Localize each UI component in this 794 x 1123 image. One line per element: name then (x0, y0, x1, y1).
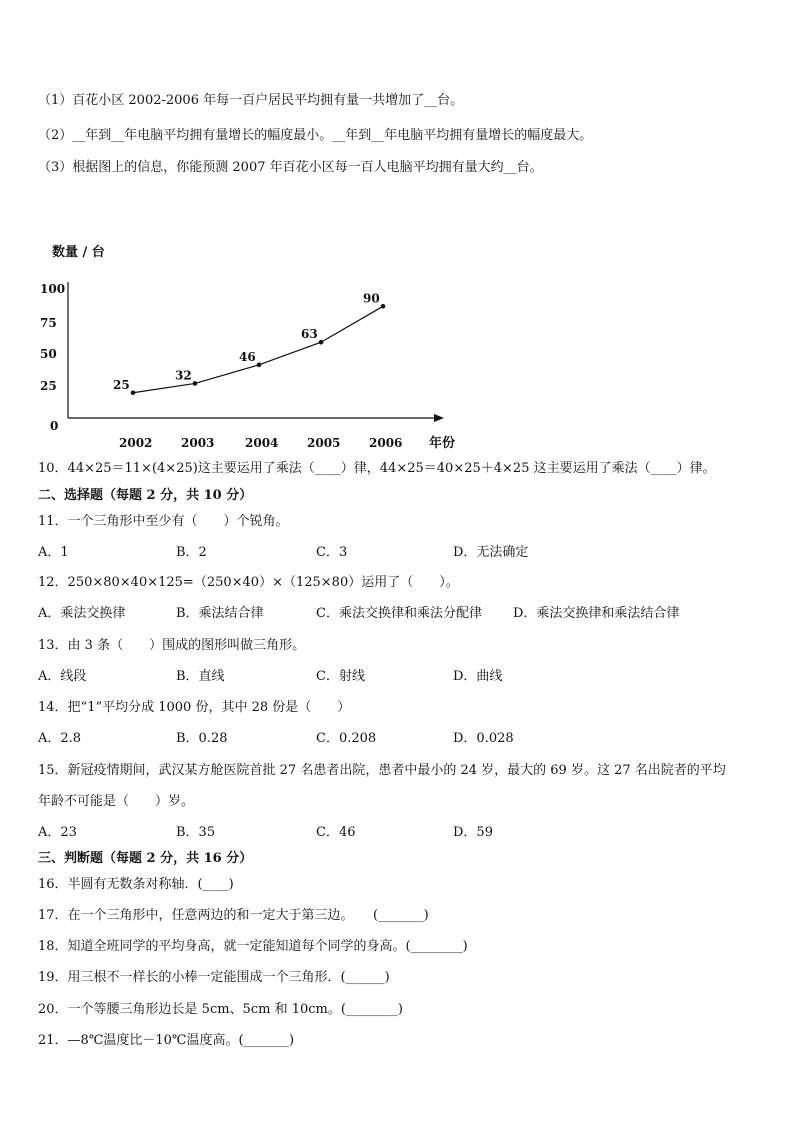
x-axis-arrow-icon (434, 414, 444, 422)
data-label: 32 (175, 368, 192, 383)
question-10: 10．44×25＝11×(4×25)这主要运用了乘法（____）律，44×25＝40×25＋4×25 这主要运用了乘法（____）律。 (38, 461, 716, 476)
y-tick-label: 100 (40, 282, 66, 296)
question-text-3: （3）根据图上的信息，你能预测 2007 年百花小区每一百人电脑平均拥有量大约__台。 (38, 160, 543, 175)
q11-option-a: A．1 (38, 545, 69, 560)
data-point (131, 390, 136, 395)
q12-option-a: A．乘法交换律 (38, 606, 126, 621)
q14-option-c: C．0.208 (316, 731, 377, 746)
q13-option-b: B．直线 (176, 669, 225, 684)
q15-option-a: A．23 (38, 825, 77, 840)
line-chart (40, 236, 480, 458)
question-14: 14．把“1”平均分成 1000 份，其中 28 份是（ ） (38, 700, 351, 715)
q14-option-a: A．2.8 (38, 731, 82, 746)
x-axis-label: 年份 (429, 436, 456, 451)
question-16: 16．半圆有无数条对称轴．(____) (38, 877, 234, 892)
q15-option-b: B．35 (176, 825, 216, 840)
q13-option-c: C．射线 (316, 669, 365, 684)
q13-option-a: A．线段 (38, 669, 87, 684)
q15-option-d: D．59 (453, 825, 493, 840)
question-18: 18．知道全班同学的平均身高，就一定能知道每个同学的身高。(________) (38, 939, 468, 954)
y-tick-label: 75 (40, 316, 57, 330)
question-13: 13．由 3 条（ ）围成的图形叫做三角形。 (38, 638, 306, 653)
series-line (133, 306, 383, 392)
y-tick-label: 25 (40, 379, 57, 393)
data-point (193, 381, 198, 386)
data-point (319, 340, 324, 345)
question-15-line-2: 年龄不可能是（ ）岁。 (38, 794, 195, 809)
q11-option-c: C．3 (316, 545, 348, 560)
x-tick-label: 2005 (307, 436, 341, 450)
question-11: 11．一个三角形中至少有（ ）个锐角。 (38, 514, 289, 529)
question-17: 17．在一个三角形中，任意两边的和一定大于第三边。 (_______) (38, 908, 429, 923)
section-title-choice: 二、选择题（每题 2 分，共 10 分） (38, 488, 253, 503)
data-label: 90 (363, 291, 380, 306)
question-12: 12．250×80×40×125=（250×40）×（125×80）运用了（ ）。 (38, 575, 459, 590)
y-tick-label: 50 (40, 347, 57, 361)
section-title-judgement: 三、判断题（每题 2 分，共 16 分） (38, 851, 253, 866)
x-tick-label: 2002 (119, 436, 153, 450)
q12-option-c: C．乘法交换律和乘法分配律 (316, 606, 482, 621)
x-tick-label: 2003 (181, 436, 215, 450)
q11-option-d: D．无法确定 (453, 545, 529, 560)
data-point (381, 304, 386, 309)
x-tick-label: 2004 (245, 436, 279, 450)
question-text-2: （2）__年到__年电脑平均拥有量增长的幅度最小。__年到__年电脑平均拥有量增长的幅度最大。 (38, 128, 593, 143)
y-axis-label: 数量 / 台 (52, 245, 105, 260)
q14-option-d: D．0.028 (453, 731, 514, 746)
q12-option-b: B．乘法结合律 (176, 606, 264, 621)
question-15-line-1: 15．新冠疫情期间，武汉某方舱医院首批 27 名患者出院，患者中最小的 24 岁，最大的 69 岁。这 27 名出院者的平均 (38, 763, 726, 778)
data-label: 25 (113, 377, 130, 392)
q12-option-d: D．乘法交换律和乘法结合律 (513, 606, 680, 621)
question-21: 21．—8℃温度比－10℃温度高。(_______) (38, 1033, 295, 1048)
question-text-1: （1）百花小区 2002-2006 年每一百户居民平均拥有量一共增加了__台。 (38, 93, 464, 108)
data-label: 63 (301, 327, 318, 342)
y-tick-label: 0 (50, 419, 59, 433)
x-tick-label: 2006 (369, 436, 403, 450)
q11-option-b: B．2 (176, 545, 207, 560)
q15-option-c: C．46 (316, 825, 356, 840)
data-label: 46 (239, 349, 256, 364)
q13-option-d: D．曲线 (453, 669, 503, 684)
data-point (257, 363, 262, 368)
question-19: 19．用三根不一样长的小棒一定能围成一个三角形．(______) (38, 970, 390, 985)
q14-option-b: B．0.28 (176, 731, 228, 746)
question-20: 20．一个等腰三角形边长是 5cm、5cm 和 10cm。(________) (38, 1002, 403, 1017)
